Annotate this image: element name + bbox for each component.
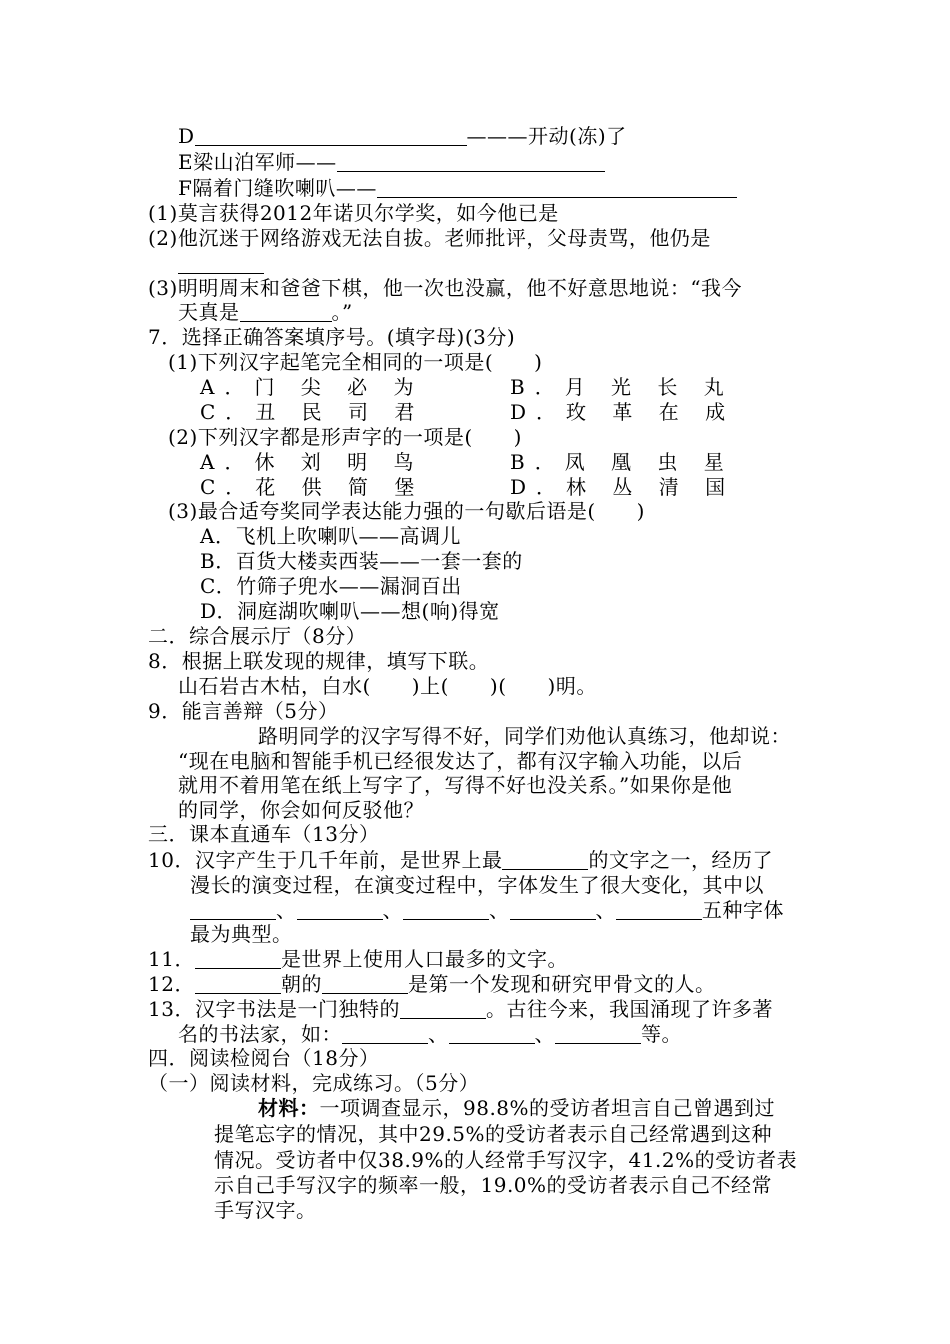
answer-blank[interactable] <box>403 901 489 920</box>
q13-line-1: 13．汉字书法是一门独特的 。古往今来，我国涌现了许多著 <box>148 997 773 1021</box>
section-2-heading: 二．综合展示厅（8分） <box>148 624 367 648</box>
q7-3-option-d[interactable]: D．洞庭湖吹喇叭——想(响)得宽 <box>200 599 500 623</box>
section-3-heading: 三．课本直通车（13分） <box>148 822 380 846</box>
material-label: 材料： <box>258 1096 320 1120</box>
answer-blank[interactable] <box>322 975 408 994</box>
answer-blank[interactable] <box>297 901 383 920</box>
line-d: D ———开动(冻)了 <box>178 124 627 148</box>
answer-blank[interactable] <box>195 950 281 969</box>
reading-1-line-4: 示自己手写汉字的频率一般，19.0%的受访者表示自己不经常 <box>214 1173 773 1197</box>
q7-2-option-a[interactable]: A．休 刘 明 鸟 <box>200 450 424 474</box>
answer-blank[interactable] <box>337 153 605 172</box>
line-f: F隔着门缝吹喇叭—— <box>178 176 737 200</box>
answer-blank[interactable] <box>555 1025 641 1044</box>
reading-1-line-5: 手写汉字。 <box>214 1198 317 1222</box>
q7-2-option-c[interactable]: C．花 供 简 堡 <box>200 475 425 499</box>
q8-couplet: 山石岩古木枯，白水( )上( )( )明。 <box>178 674 597 698</box>
q7-3-option-b[interactable]: B．百货大楼卖西装——一套一套的 <box>200 549 523 573</box>
q6-sentence-1: (1)莫言获得2012年诺贝尔学奖，如今他已是 <box>148 201 559 225</box>
q7-part-1: (1)下列汉字起笔完全相同的一项是( ) <box>168 350 543 374</box>
reading-1-line-3: 情况。受访者中仅38.9%的人经常手写汉字，41.2%的受访者表 <box>214 1148 798 1172</box>
q7-1-option-c[interactable]: C．丑 民 司 君 <box>200 400 425 424</box>
reading-1-title: （一）阅读材料，完成练习。（5分） <box>148 1071 480 1095</box>
q13-line-2: 名的书法家，如： 、 、 等。 <box>178 1022 682 1046</box>
answer-blank[interactable] <box>616 901 702 920</box>
q10-line-2: 漫长的演变过程，在演变过程中，字体发生了很大变化，其中以 <box>190 873 764 897</box>
q9-line-2: “现在电脑和智能手机已经很发达了，都有汉字输入功能，以后 <box>178 749 743 773</box>
q7-1-option-b[interactable]: B．月 光 长 丸 <box>510 375 734 399</box>
q9-line-1: 路明同学的汉字写得不好，同学们劝他认真练习，他却说： <box>258 724 791 748</box>
q7-1-option-a[interactable]: A．门 尖 必 为 <box>200 375 424 399</box>
q9-line-3: 就用不着用笔在纸上写字了，写得不好也没关系。”如果你是他 <box>178 773 733 797</box>
answer-blank[interactable] <box>377 179 737 198</box>
q7-part-2: (2)下列汉字都是形声字的一项是( ) <box>168 425 522 449</box>
q12: 12． 朝的 是第一个发现和研究甲骨文的人。 <box>148 972 716 996</box>
q10-line-1: 10．汉字产生于几千年前，是世界上最 的文字之一，经历了 <box>148 848 773 872</box>
q11: 11． 是世界上使用人口最多的文字。 <box>148 947 568 971</box>
answer-blank[interactable] <box>240 303 332 322</box>
reading-1-line-2: 提笔忘字的情况，其中29.5%的受访者表示自己经常遇到这种 <box>214 1122 773 1146</box>
q7-part-3: (3)最合适夸奖同学表达能力强的一句歇后语是( ) <box>168 499 645 523</box>
q9-line-4: 的同学，你会如何反驳他？ <box>178 798 424 822</box>
q7-title: 7．选择正确答案填序号。(填字母)(3分) <box>148 325 516 349</box>
q8-title: 8．根据上联发现的规律，填写下联。 <box>148 649 490 673</box>
q6-sentence-3: (3)明明周末和爸爸下棋，他一次也没赢，他不好意思地说：“我今 <box>148 276 743 300</box>
q9-title: 9．能言善辩（5分） <box>148 699 339 723</box>
q7-2-option-d[interactable]: D．林 丛 清 国 <box>510 475 736 499</box>
q10-line-4: 最为典型。 <box>190 922 293 946</box>
section-4-heading: 四．阅读检阅台（18分） <box>148 1046 380 1070</box>
answer-blank[interactable] <box>400 1000 486 1019</box>
reading-1-line-1: 材料：一项调查显示，98.8%的受访者坦言自己曾遇到过 <box>258 1096 776 1120</box>
q7-1-option-d[interactable]: D．玫 革 在 成 <box>510 400 736 424</box>
answer-blank[interactable] <box>342 1025 428 1044</box>
q6-sentence-3-cont: 天真是 。” <box>178 300 353 324</box>
q6-sentence-2: (2)他沉迷于网络游戏无法自拔。老师批评，父母责骂，他仍是 <box>148 226 711 250</box>
q7-3-option-c[interactable]: C．竹筛子兜水——漏洞百出 <box>200 574 462 598</box>
answer-blank[interactable] <box>178 255 264 274</box>
line-e: E梁山泊军师—— <box>178 150 605 174</box>
answer-blank[interactable] <box>190 901 276 920</box>
answer-blank[interactable] <box>195 975 281 994</box>
answer-blank[interactable] <box>502 851 588 870</box>
q7-2-option-b[interactable]: B．凤 凰 虫 星 <box>510 450 734 474</box>
answer-blank[interactable] <box>195 127 467 146</box>
answer-blank[interactable] <box>449 1025 535 1044</box>
q10-line-3: 、 、 、 、 五种字体 <box>190 898 784 922</box>
q6-sentence-2-blank <box>178 252 264 276</box>
q7-3-option-a[interactable]: A．飞机上吹喇叭——高调儿 <box>200 524 461 548</box>
answer-blank[interactable] <box>510 901 596 920</box>
